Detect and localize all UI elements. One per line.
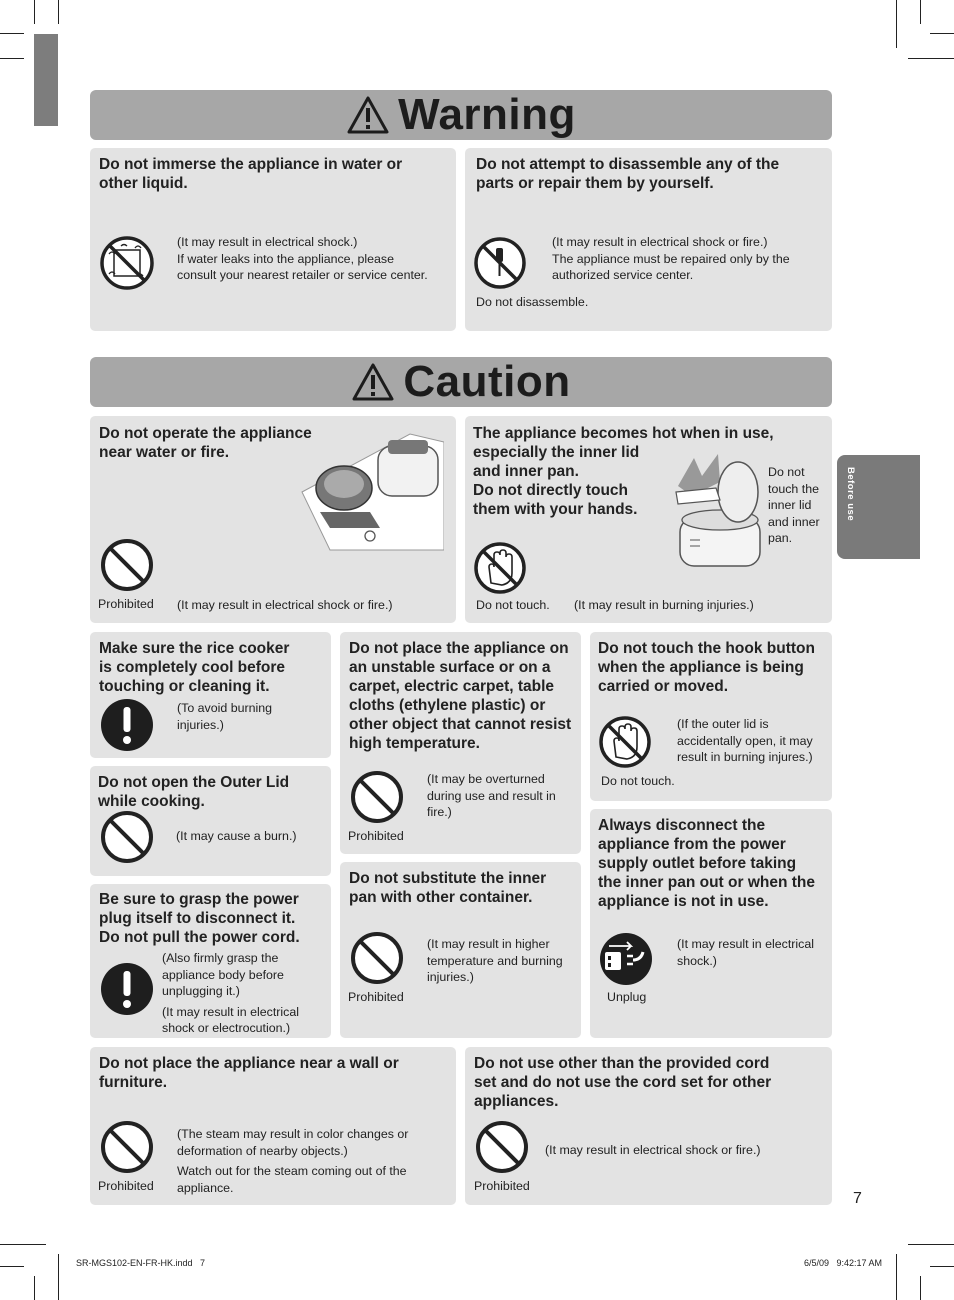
crop-mark — [34, 0, 35, 24]
crop-mark — [58, 0, 59, 24]
page-number: 7 — [853, 1190, 862, 1207]
no-disassembly-icon — [473, 236, 527, 290]
left-margin-bar — [34, 34, 58, 126]
unplug-label: Unplug — [607, 990, 647, 1004]
caution-near-water-note: (It may result in electrical shock or fire.) — [177, 598, 393, 612]
footer-filename: SR-MGS102-EN-FR-HK.indd 7 — [76, 1258, 206, 1268]
warning-title: Warning — [398, 90, 576, 139]
caution-banner — [90, 357, 832, 407]
prohibited-label: Prohibited — [348, 990, 404, 1004]
hand-touching-inner-lid-illustration — [672, 452, 768, 570]
caution-hook-heading: Do not touch the hook button when the appliance is being carried or moved. — [598, 640, 815, 695]
caution-hot-side-note: Do not touch the inner lid and inner pan. — [768, 465, 820, 545]
crop-mark — [0, 33, 24, 34]
caution-hot-heading: The appliance becomes hot when in use, especially the inner lid and inner pan. Do not directly touch them with your hands. — [473, 425, 774, 518]
warning-disassemble-heading: Do not attempt to disassemble any of the parts or repair them by yourself. — [476, 156, 780, 192]
crop-mark — [34, 1276, 35, 1300]
warning-disassemble-note: (It may result in electrical shock or fire.) The appliance must be repaired only by the authorized service center. — [552, 235, 790, 282]
prohibited-label: Prohibited — [98, 1179, 154, 1193]
prohibited-icon — [100, 810, 154, 864]
warning-triangle-icon — [346, 95, 390, 135]
do-not-touch-hand-icon — [598, 715, 652, 769]
warning-disassemble-label: Do not disassemble. — [476, 295, 589, 309]
crop-mark — [920, 0, 921, 24]
crop-mark — [896, 1254, 897, 1300]
mandatory-exclamation-icon — [100, 962, 154, 1016]
caution-substitute-heading: Do not substitute the inner pan with other container. — [349, 870, 547, 906]
crop-mark — [908, 58, 954, 59]
footer-datetime: 6/5/09 9:42:17 AM — [804, 1258, 883, 1268]
do-not-touch-hand-icon — [473, 541, 527, 595]
caution-cool-heading: Make sure the rice cooker is completely cool before touching or cleaning it. — [99, 640, 290, 695]
crop-mark — [896, 0, 897, 48]
do-not-touch-label: Do not touch. — [601, 774, 675, 788]
prohibited-icon — [350, 931, 404, 985]
warning-triangle-icon — [351, 362, 395, 402]
caution-substitute-note: (It may result in higher temperature and burning injuries.) — [427, 937, 563, 984]
caution-wall-heading: Do not place the appliance near a wall or furniture. — [99, 1055, 399, 1091]
crop-mark — [58, 1254, 59, 1300]
caution-outer-lid-heading: Do not open the Outer Lid while cooking. — [98, 774, 290, 810]
caution-disconnect-heading: Always disconnect the appliance from the power supply outlet before taking the inner pan out or when the appliance is not in use. — [598, 817, 815, 910]
prohibited-label: Prohibited — [98, 597, 154, 611]
section-tab-label: Before use — [845, 467, 856, 522]
mandatory-exclamation-icon — [100, 698, 154, 752]
section-tab — [837, 455, 920, 559]
crop-mark — [908, 1244, 954, 1245]
caution-hot-note: (It may result in burning injuries.) — [574, 598, 754, 612]
prohibited-label: Prohibited — [474, 1179, 530, 1193]
crop-mark — [930, 1266, 954, 1267]
prohibited-label: Prohibited — [348, 829, 404, 843]
caution-near-water-heading: Do not operate the appliance near water or fire. — [99, 425, 312, 461]
warning-immerse-note: (It may result in electrical shock.) If water leaks into the appliance, please consult your nearest retailer or service center. — [177, 235, 428, 282]
caution-cord-note: (It may result in electrical shock or fire.) — [545, 1143, 761, 1157]
rice-cooker-near-stove-illustration — [300, 432, 444, 552]
caution-hook-note: (If the outer lid is accidentally open, it may result in burning injures.) — [677, 717, 813, 764]
caution-wall-note: (The steam may result in color changes or deformation of nearby objects.) Watch out for the steam coming out of the appliance. — [177, 1127, 409, 1195]
caution-unstable-heading: Do not place the appliance on an unstable surface or on a carpet, electric carpet, table cloths (ethylene plastic) or other object that cannot resist high temperature. — [349, 640, 572, 752]
do-not-touch-label: Do not touch. — [476, 598, 550, 612]
crop-mark — [0, 1266, 24, 1267]
crop-mark — [930, 33, 954, 34]
warning-banner — [90, 90, 832, 140]
caution-disconnect-note: (It may result in electrical shock.) — [677, 937, 815, 968]
crop-mark — [0, 1244, 46, 1245]
caution-title: Caution — [403, 357, 571, 406]
crop-mark — [0, 58, 24, 59]
prohibited-icon — [100, 1120, 154, 1174]
warning-immerse-heading: Do not immerse the appliance in water or other liquid. — [99, 156, 403, 192]
prohibited-icon — [100, 538, 154, 592]
caution-cord-heading: Do not use other than the provided cord set and do not use the cord set for other appliances. — [474, 1055, 772, 1110]
caution-grasp-heading: Be sure to grasp the power plug itself to disconnect it. Do not pull the power cord. — [99, 891, 300, 946]
prohibited-icon — [475, 1120, 529, 1174]
caution-unstable-note: (It may be overturned during use and result in fire.) — [427, 772, 556, 819]
caution-outer-lid-note: (It may cause a burn.) — [176, 829, 297, 843]
caution-grasp-note: (Also firmly grasp the appliance body before unplugging it.) (It may result in electrical shock or electrocution.) — [162, 951, 300, 1035]
prohibited-icon — [350, 770, 404, 824]
crop-mark — [920, 1276, 921, 1300]
unplug-icon — [599, 932, 653, 986]
no-water-immersion-icon — [99, 236, 155, 290]
caution-cool-note: (To avoid burning injuries.) — [177, 701, 273, 732]
